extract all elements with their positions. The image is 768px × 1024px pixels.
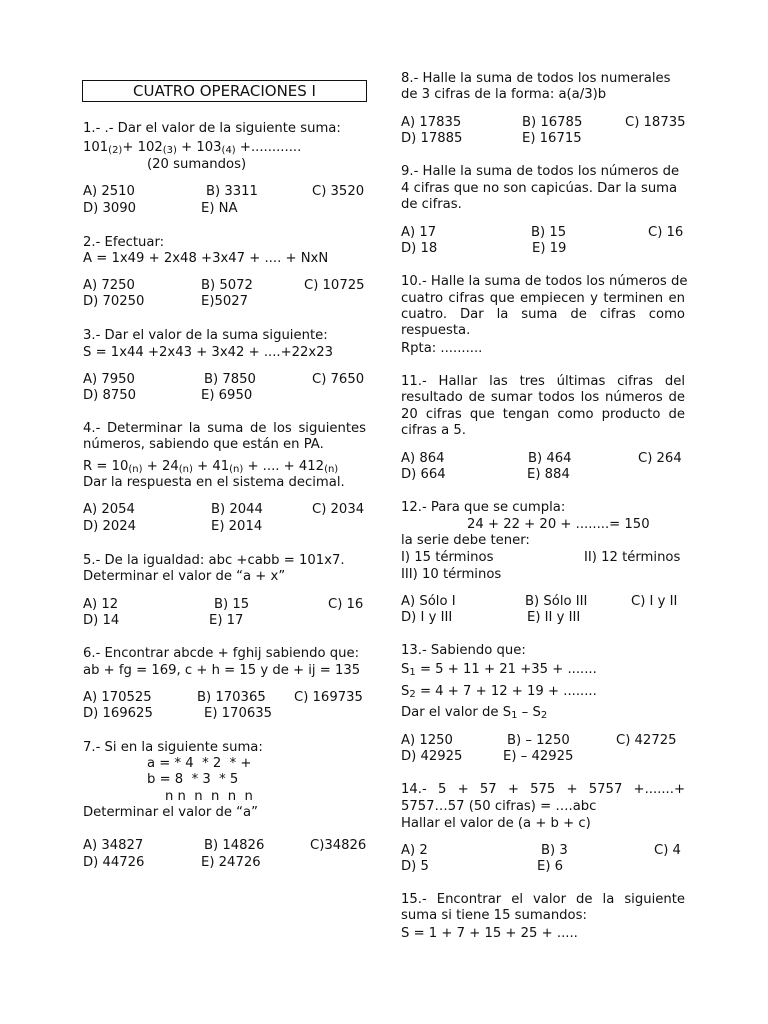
q12-option-a: A) Sólo I (401, 594, 456, 609)
q9-option-d: D) 18 (401, 241, 438, 256)
q12-statement-1: I) 15 términos (401, 550, 494, 565)
q9-option-c: C) 16 (648, 225, 684, 240)
q11-prompt-line2: resultado de sumar todos los números de (401, 390, 685, 405)
q4-prompt-line2: números, sabiendo que están en PA. (83, 437, 324, 452)
q13-series-s1: $S_1 = 5 + 11 + 21 +35$ + ....... (401, 662, 597, 678)
q5-option-b: B) 15 (214, 597, 250, 612)
q5-option-e: E) 17 (209, 613, 244, 628)
q11-prompt-line4: cifras a 5. (401, 423, 466, 438)
q2-option-e: E)5027 (201, 294, 249, 309)
q3-option-e: E) 6950 (201, 388, 253, 403)
q7-option-d: D) 44726 (83, 855, 145, 870)
q4-option-c: C) 2034 (312, 502, 365, 517)
q5-option-c: C) 16 (328, 597, 364, 612)
q2-prompt: 2.- Efectuar: (83, 235, 165, 250)
q4-instruction: Dar la respuesta en el sistema decimal. (83, 475, 345, 490)
q4-option-d: D) 2024 (83, 519, 137, 534)
q9-prompt-line3: de cifras. (401, 197, 462, 212)
q1-option-c: C) 3520 (312, 184, 365, 199)
q5-option-d: D) 14 (83, 613, 120, 628)
q1-prompt: 1.- .- Dar el valor de la siguiente suma: (83, 121, 341, 136)
q12-option-c: C) I y II (631, 594, 678, 609)
q7-question: Determinar el valor de “a” (83, 805, 258, 820)
q15-expression: S = 1 + 7 + 15 + 25 + ..... (401, 926, 578, 941)
q7-option-e: E) 24726 (201, 855, 261, 870)
q3-option-b: B) 7850 (204, 372, 256, 387)
q14-option-a: A) 2 (401, 843, 428, 858)
q8-option-c: C) 18735 (625, 115, 686, 130)
q14-option-e: E) 6 (537, 859, 564, 874)
q11-option-b: B) 464 (528, 451, 572, 466)
q14-prompt-line1: 14.- 5 + 57 + 575 + 5757 +.......+ (401, 782, 685, 797)
q8-option-d: D) 17885 (401, 131, 463, 146)
q12-option-d: D) I y III (401, 610, 453, 625)
q7-option-a: A) 34827 (83, 838, 144, 853)
q13-option-e: E) – 42925 (503, 749, 574, 764)
q9-prompt-line2: 4 cifras que no son capicúas. Dar la suma (401, 181, 678, 196)
q2-option-c: C) 10725 (304, 278, 365, 293)
q13-prompt: 13.- Sabiendo que: (401, 643, 526, 658)
q4-prompt-line1: 4.- Determinar la suma de los siguientes (83, 421, 366, 436)
q2-option-a: A) 7250 (83, 278, 135, 293)
q14-option-d: D) 5 (401, 859, 429, 874)
q10-prompt-line2: cuatro cifras que empiecen y terminen en (401, 291, 685, 306)
q6-conditions: ab + fg = 169, c + h = 15 y de + ij = 135 (83, 663, 361, 678)
q5-option-a: A) 12 (83, 597, 119, 612)
q8-option-e: E) 16715 (522, 131, 582, 146)
q15-prompt-line2: suma si tiene 15 sumandos: (401, 908, 587, 923)
q7-option-c: C)34826 (310, 838, 367, 853)
q13-option-a: A) 1250 (401, 733, 453, 748)
q8-option-b: B) 16785 (522, 115, 583, 130)
q6-prompt: 6.- Encontrar abcde + fghij sabiendo que: (83, 646, 360, 661)
worksheet-title: CUATRO OPERACIONES I (82, 80, 367, 102)
q13-option-d: D) 42925 (401, 749, 463, 764)
q11-option-a: A) 864 (401, 451, 445, 466)
q2-expression: A = 1x49 + 2x48 +3x47 + .... + NxN (83, 251, 329, 266)
q10-prompt-line4: respuesta. (401, 323, 471, 338)
q11-option-e: E) 884 (527, 467, 570, 482)
q12-statement-2: II) 12 términos (584, 550, 681, 565)
q14-option-c: C) 4 (654, 843, 681, 858)
q6-option-b: B) 170365 (197, 690, 266, 705)
q5-prompt: 5.- De la igualdad: abc +cabb = 101x7. (83, 553, 345, 568)
q12-condition: la serie debe tener: (401, 533, 530, 548)
q1-expression: $101_{(2)}+ 102_{(3)} + 103_{(4)}$ +............ (83, 140, 302, 156)
q3-option-c: C) 7650 (312, 372, 365, 387)
q12-statement-3: III) 10 términos (401, 567, 502, 582)
q7-option-b: B) 14826 (204, 838, 265, 853)
q9-prompt-line1: 9.- Halle la suma de todos los números de (401, 164, 680, 179)
q12-series: 24 + 22 + 20 + ........= 150 (467, 517, 650, 532)
q2-option-d: D) 70250 (83, 294, 145, 309)
q13-option-c: C) 42725 (616, 733, 677, 748)
q1-option-b: B) 3311 (206, 184, 258, 199)
q8-option-a: A) 17835 (401, 115, 462, 130)
q7-row-b: b = 8 * 3 * 5 (147, 772, 239, 787)
q3-prompt: 3.- Dar el valor de la suma siguiente: (83, 328, 328, 343)
q1-option-e: E) NA (201, 201, 238, 216)
q12-option-b: B) Sólo III (525, 594, 588, 609)
q1-option-d: D) 3090 (83, 201, 137, 216)
q10-prompt-line1: 10.- Halle la suma de todos los números de (401, 274, 688, 289)
q9-option-a: A) 17 (401, 225, 437, 240)
q9-option-b: B) 15 (531, 225, 567, 240)
q6-option-e: E) 170635 (204, 706, 273, 721)
q5-question: Determinar el valor de “a + x” (83, 569, 286, 584)
q4-expression: $R = 10_{(n)} + 24_{(n)} + 41_{(n)}$ + .... + $412_{(n)}$ (83, 459, 339, 475)
q9-option-e: E) 19 (532, 241, 567, 256)
q13-question: Dar el valor de $S_1 - S_2$ (401, 705, 548, 721)
q7-row-a: a = * 4 * 2 * + (147, 756, 252, 771)
q15-prompt-line1: 15.- Encontrar el valor de la siguiente (401, 892, 685, 907)
q13-option-b: B) – 1250 (507, 733, 570, 748)
q8-prompt-line1: 8.- Halle la suma de todos los numerales (401, 71, 671, 86)
q6-option-d: D) 169625 (83, 706, 153, 721)
q6-option-c: C) 169735 (294, 690, 363, 705)
q1-note: (20 sumandos) (147, 157, 247, 172)
q11-option-c: C) 264 (638, 451, 682, 466)
q4-option-b: B) 2044 (211, 502, 263, 517)
q13-series-s2: $S_2 = 4 + 7 + 12 + 19$ + ........ (401, 684, 597, 700)
q12-prompt: 12.- Para que se cumpla: (401, 500, 566, 515)
q6-option-a: A) 170525 (83, 690, 152, 705)
q3-option-d: D) 8750 (83, 388, 137, 403)
q12-option-e: E) II y III (527, 610, 581, 625)
q4-option-e: E) 2014 (211, 519, 263, 534)
q11-option-d: D) 664 (401, 467, 446, 482)
q10-prompt-line3: cuatro. Dar la suma de cifras como (401, 307, 685, 322)
q7-prompt: 7.- Si en la siguiente suma: (83, 740, 263, 755)
q11-prompt-line3: 20 cifras que tengan como producto de (401, 407, 685, 422)
q7-row-sum: n n n n n n (165, 789, 253, 804)
q8-prompt-line2: de 3 cifras de la forma: a(a/3)b (401, 87, 607, 102)
q4-option-a: A) 2054 (83, 502, 135, 517)
q11-prompt-line1: 11.- Hallar las tres últimas cifras del (401, 374, 685, 389)
q14-prompt-line2: 5757…57 (50 cifras) = ….abc (401, 799, 597, 814)
q14-question: Hallar el valor de (a + b + c) (401, 816, 591, 831)
q10-answer-line: Rpta: .......... (401, 341, 483, 356)
q1-option-a: A) 2510 (83, 184, 135, 199)
q3-option-a: A) 7950 (83, 372, 135, 387)
q14-option-b: B) 3 (541, 843, 568, 858)
q3-expression: S = 1x44 +2x43 + 3x42 + ....+22x23 (83, 345, 334, 360)
q2-option-b: B) 5072 (201, 278, 253, 293)
